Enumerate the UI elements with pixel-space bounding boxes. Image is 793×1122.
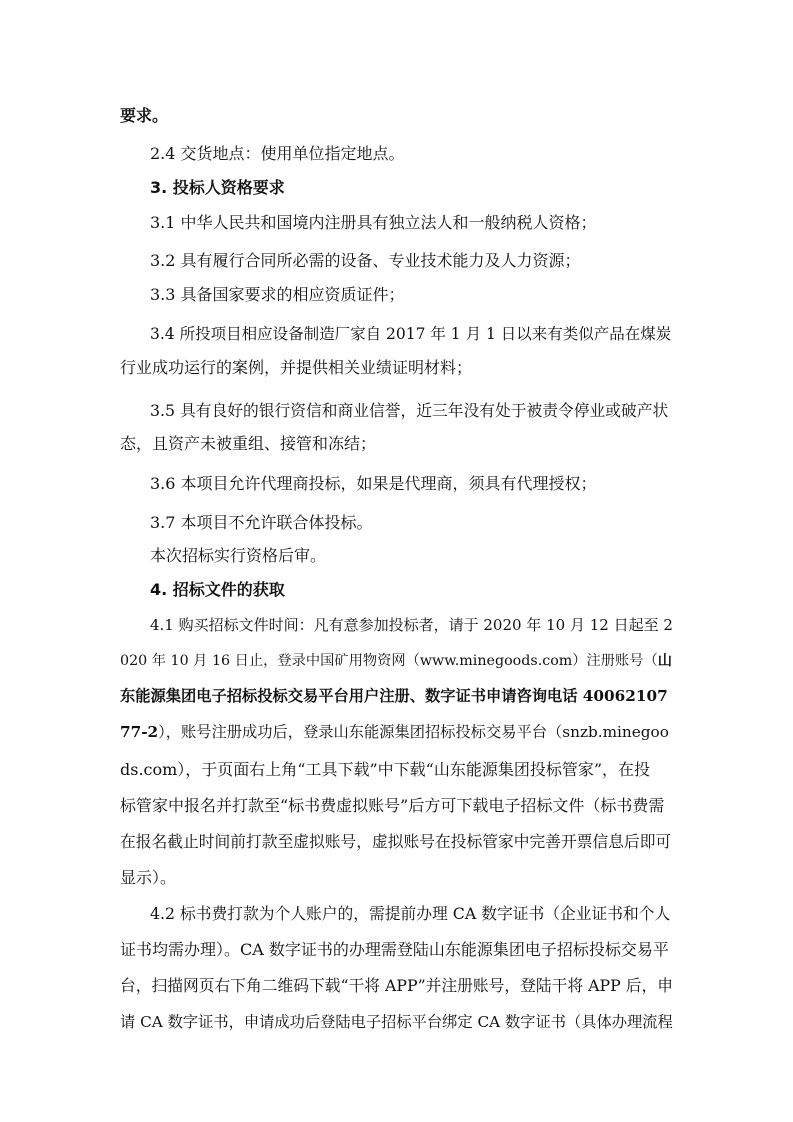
- paragraph-line: 4.1 购买招标文件时间：凡有意参加投标者，请于 2020 年 10 月 12 日起至 2: [150, 616, 673, 634]
- paragraph-line: [120, 722, 669, 742]
- text-run-bold: 77-2: [120, 723, 159, 741]
- paragraph-line: 要求。: [120, 106, 169, 125]
- paragraph-line: 3.1 中华人民共和国境内注册具有独立法人和一般纳税人资格；: [150, 213, 597, 232]
- paragraph-line: 在报名截止时间前打款至虚拟账号，虚拟账号在投标管家中完善开票信息后即可: [120, 832, 672, 851]
- paragraph-line: 态，且资产未被重组、接管和冻结；: [120, 434, 377, 453]
- paragraph-line: 3.2 具有履行合同所必需的设备、专业技术能力及人力资源；: [150, 251, 581, 270]
- paragraph-line: 3.4 所投项目相应设备制造厂家自 2017 年 1 月 1 日以来有类似产品在煤炭: [150, 325, 672, 343]
- text-run: 020 年 10 月 16 日止，登录中国矿用物资网（www.minegoods.com）注册账号（: [120, 653, 658, 669]
- paragraph-line: 本次招标实行资格后审。: [150, 546, 327, 565]
- paragraph-line: 台，扫描网页右下角二维码下载“干将 APP”并注册账号，登陆干将 APP 后，申: [120, 976, 674, 995]
- paragraph-line: 东能源集团电子招标投标交易平台用户注册、数字证书申请咨询电话 40062107: [120, 687, 668, 705]
- text-run-bold: 山: [657, 653, 673, 669]
- paragraph-line: 3.3 具备国家要求的相应资质证件；: [150, 285, 405, 304]
- paragraph-line: 证书均需办理）。CA 数字证书的办理需登陆山东能源集团电子招标投标交易平: [120, 940, 669, 959]
- paragraph-line: 请 CA 数字证书，申请成功后登陆电子招标平台绑定 CA 数字证书（具体办理流程: [120, 1013, 673, 1031]
- section-heading: 4. 招标文件的获取: [150, 580, 285, 599]
- paragraph-line: 标管家中报名并打款至“标书费虚拟账号”后方可下载电子招标文件（标书费需: [120, 796, 665, 815]
- paragraph-line: 2.4 交货地点：使用单位指定地点。: [150, 144, 405, 163]
- paragraph-line: ds.com），于页面右上角“工具下载”中下载“山东能源集团投标管家”，在投: [120, 760, 651, 779]
- paragraph-line: 显示）。: [120, 868, 177, 887]
- text-run: ），账号注册成功后，登录山东能源集团招标投标交易平台（snzb.minegoo: [158, 723, 669, 741]
- paragraph-line: [120, 651, 672, 671]
- section-heading: 3. 投标人资格要求: [150, 178, 285, 197]
- paragraph-line: 3.7 本项目不允许联合体投标。: [150, 513, 373, 532]
- paragraph-line: 3.5 具有良好的银行资信和商业信誉，近三年没有处于被责令停业或破产状: [150, 401, 669, 420]
- paragraph-line: 行业成功运行的案例，并提供相关业绩证明材料；: [120, 358, 473, 377]
- paragraph-line: 3.6 本项目允许代理商投标，如果是代理商，须具有代理授权；: [150, 474, 597, 493]
- paragraph-line: 4.2 标书费打款为个人账户的，需提前办理 CA 数字证书（企业证书和个人: [150, 904, 671, 923]
